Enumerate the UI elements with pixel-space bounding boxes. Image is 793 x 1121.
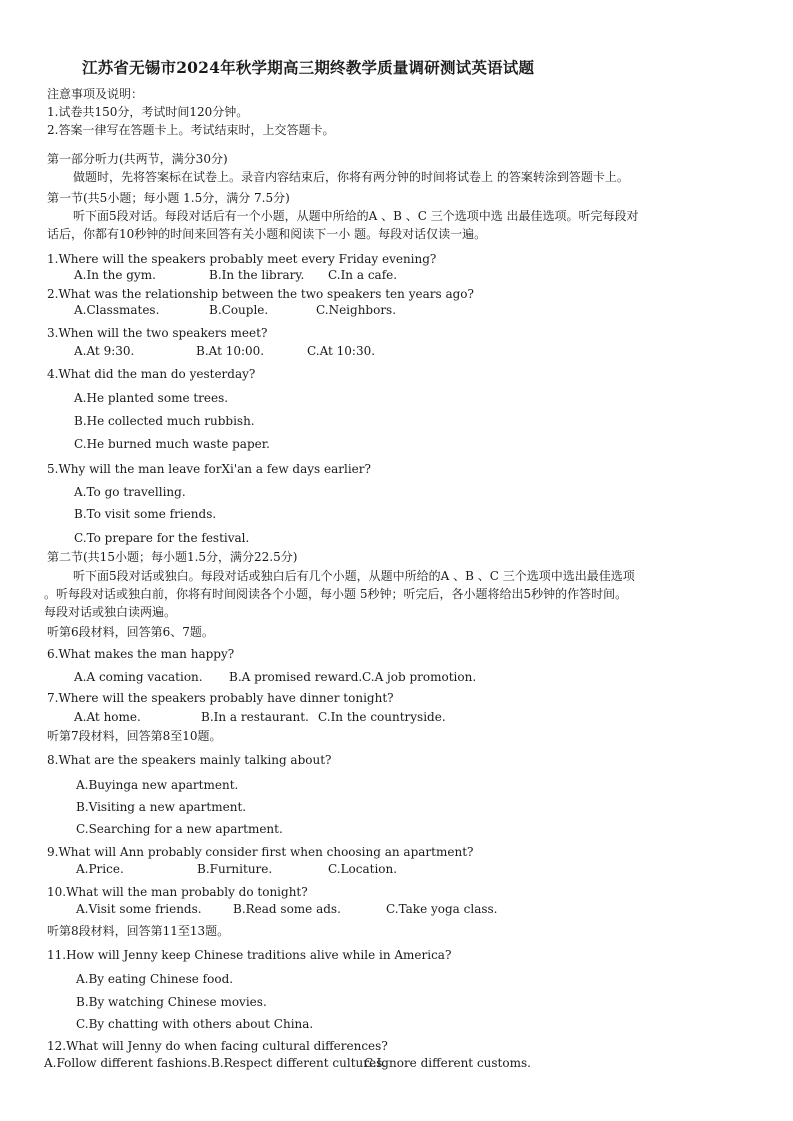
question-5-option-a: A.To go travelling.	[74, 485, 186, 499]
question-10-option-b: B.Read some ads.	[233, 902, 341, 916]
question-10-option-a: A.Visit some friends.	[76, 902, 202, 916]
question-1: 1.Where will the speakers probably meet every Friday evening?	[47, 252, 437, 266]
question-5-option-c: C.To prepare for the festival.	[74, 531, 250, 545]
material-7-heading: 听第7段材料，回答第8至10题。	[47, 729, 222, 743]
question-6: 6.What makes the man happy?	[47, 647, 235, 661]
page-title: 江苏省无锡市2024年秋学期高三期终教学质量调研测试英语试题	[82, 58, 535, 77]
question-11-option-b: B.By watching Chinese movies.	[76, 995, 267, 1009]
question-3: 3.When will the two speakers meet?	[47, 326, 268, 340]
question-2: 2.What was the relationship between the two speakers ten years ago?	[47, 287, 474, 301]
question-8: 8.What are the speakers mainly talking about?	[47, 753, 332, 767]
note-item-2: 2.答案一律写在答题卡上。考试结束时，上交答题卡。	[47, 123, 335, 137]
section1-heading: 第一节(共5小题；每小题 1.5分，满分 7.5分)	[47, 191, 290, 205]
section2-intro-line1: 听下面5段对话或独白。每段对话或独白后有几个小题，从题中所给的A 、B 、C 三个选项中选出最佳选项	[73, 569, 635, 583]
question-9-option-a: A.Price.	[76, 862, 124, 876]
question-8-option-a: A.Buyinga new apartment.	[76, 778, 239, 792]
question-7-option-b: B.In a restaurant.	[201, 710, 309, 724]
question-9: 9.What will Ann probably consider first when choosing an apartment?	[47, 845, 474, 859]
note-item-1: 1.试卷共150分，考试时间120分钟。	[47, 105, 249, 119]
question-4: 4.What did the man do yesterday?	[47, 367, 256, 381]
question-9-option-c: C.Location.	[328, 862, 398, 876]
question-4-option-b: B.He collected much rubbish.	[74, 414, 255, 428]
question-5: 5.Why will the man leave forXi'an a few days earlier?	[47, 462, 371, 476]
notes-heading: 注意事项及说明：	[47, 87, 144, 101]
section1-intro-line1: 听下面5段对话。每段对话后有一个小题，从题中所给的A 、B 、C 三个选项中选 出最佳选项。听完每段对	[73, 209, 639, 223]
part1-heading: 第一部分听力(共两节，满分30分)	[47, 152, 228, 166]
question-12-option-c: C.Ignore different customs.	[364, 1056, 531, 1070]
question-2-option-c: C.Neighbors.	[316, 303, 397, 317]
question-12-option-a: A.Follow different fashions.	[44, 1056, 211, 1070]
section2-intro-line2: 。听每段对话或独白前，你将有时间阅读各个小题，每小题 5秒钟；听完后，各小题将给出5秒钟的作答时间。	[44, 587, 628, 601]
question-4-option-a: A.He planted some trees.	[74, 391, 229, 405]
question-9-option-b: B.Furniture.	[197, 862, 273, 876]
question-2-option-a: A.Classmates.	[74, 303, 160, 317]
section2-heading: 第二节(共15小题；每小题1.5分，满分22.5分)	[47, 550, 298, 564]
question-5-option-b: B.To visit some friends.	[74, 507, 217, 521]
question-8-option-b: B.Visiting a new apartment.	[76, 800, 247, 814]
question-3-option-a: A.At 9:30.	[74, 344, 135, 358]
question-7-option-c: C.In the countryside.	[318, 710, 446, 724]
question-4-option-c: C.He burned much waste paper.	[74, 437, 270, 451]
part1-intro: 做题时，先将答案标在试卷上。录音内容结束后，你将有两分钟的时间将试卷上 的答案转涂到答题卡上。	[73, 170, 629, 184]
material-6-heading: 听第6段材料，回答第6、7题。	[47, 625, 214, 639]
material-8-heading: 听第8段材料，回答第11至13题。	[47, 924, 230, 938]
question-11: 11.How will Jenny keep Chinese traditions alive while in America?	[47, 948, 452, 962]
question-8-option-c: C.Searching for a new apartment.	[76, 822, 283, 836]
question-1-option-c: C.In a cafe.	[328, 268, 398, 282]
question-11-option-c: C.By chatting with others about China.	[76, 1017, 314, 1031]
question-10-option-c: C.Take yoga class.	[386, 902, 498, 916]
question-6-option-c: C.A job promotion.	[362, 670, 477, 684]
question-12-option-b: B.Respect different cultures.	[211, 1056, 387, 1070]
section1-intro-line2: 话后，你都有10秒钟的时间来回答有关小题和阅读下一小 题。每段对话仅读一遍。	[47, 227, 487, 241]
question-1-option-a: A.In the gym.	[74, 268, 156, 282]
question-12: 12.What will Jenny do when facing cultural differences?	[47, 1039, 388, 1053]
question-2-option-b: B.Couple.	[209, 303, 269, 317]
question-10: 10.What will the man probably do tonight?	[47, 885, 308, 899]
question-6-option-b: B.A promised reward.	[229, 670, 363, 684]
question-7: 7.Where will the speakers probably have dinner tonight?	[47, 691, 394, 705]
question-3-option-c: C.At 10:30.	[307, 344, 376, 358]
question-11-option-a: A.By eating Chinese food.	[76, 972, 234, 986]
question-6-option-a: A.A coming vacation.	[74, 670, 203, 684]
question-3-option-b: B.At 10:00.	[196, 344, 265, 358]
section2-intro-line3: 每段对话或独白读两遍。	[44, 605, 177, 619]
question-1-option-b: B.In the library.	[209, 268, 305, 282]
question-7-option-a: A.At home.	[74, 710, 141, 724]
